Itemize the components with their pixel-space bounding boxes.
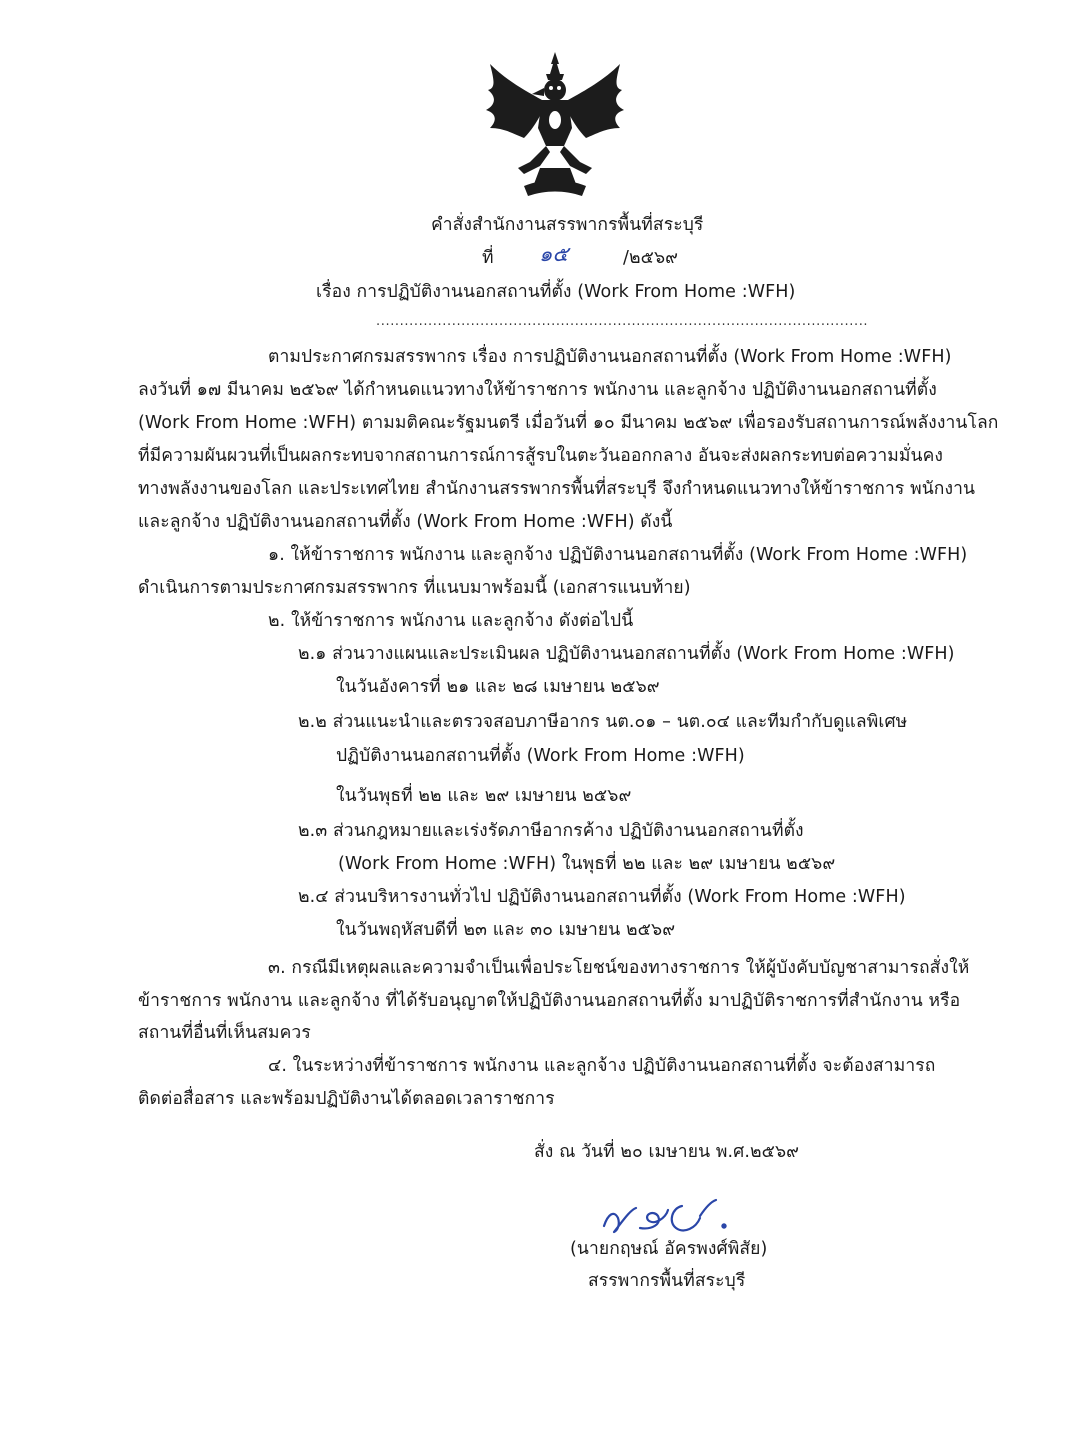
body-line: ดำเนินการตามประกาศกรมสรรพากร ที่แนบมาพร้อมนี้ (เอกสารแนบท้าย) bbox=[138, 578, 691, 598]
body-line: ๒.๔ ส่วนบริหารงานทั่วไป ปฏิบัติงานนอกสถานที่ตั้ง (Work From Home :WFH) bbox=[298, 887, 906, 907]
body-line: ข้าราชการ พนักงาน และลูกจ้าง ที่ได้รับอนุญาตให้ปฏิบัติงานนอกสถานที่ตั้ง มาปฏิบัติราชการที่สำนักงาน หรือ bbox=[138, 991, 961, 1011]
subject-separator: ........................................................................................................ bbox=[376, 314, 869, 329]
body-line: ๓. กรณีมีเหตุผลและความจำเป็นเพื่อประโยชน์ของทางราชการ ให้ผู้บังคับบัญชาสามารถสั่งให้ bbox=[268, 958, 970, 978]
order-number-year: /๒๕๖๙ bbox=[623, 248, 679, 268]
body-line: ในวันอังคารที่ ๒๑ และ ๒๘ เมษายน ๒๕๖๙ bbox=[336, 677, 660, 697]
order-date: สั่ง ณ วันที่ ๒๐ เมษายน พ.ศ.๒๕๖๙ bbox=[534, 1142, 800, 1162]
signer-title: สรรพากรพื้นที่สระบุรี bbox=[588, 1271, 746, 1291]
order-number-label: ที่ bbox=[482, 248, 494, 268]
body-line: ลงวันที่ ๑๗ มีนาคม ๒๕๖๙ ได้กำหนดแนวทางให้ข้าราชการ พนักงาน และลูกจ้าง ปฏิบัติงานนอกสถานที่ตั้ง bbox=[138, 380, 937, 400]
body-line: (Work From Home :WFH) ในพุธที่ ๒๒ และ ๒๙ เมษายน ๒๕๖๙ bbox=[338, 854, 836, 874]
body-line: ๒.๓ ส่วนกฎหมายและเร่งรัดภาษีอากรค้าง ปฏิบัติงานนอกสถานที่ตั้ง bbox=[298, 821, 804, 841]
body-line: ๑. ให้ข้าราชการ พนักงาน และลูกจ้าง ปฏิบัติงานนอกสถานที่ตั้ง (Work From Home :WFH) bbox=[268, 545, 968, 565]
body-line: ติดต่อสื่อสาร และพร้อมปฏิบัติงานได้ตลอดเวลาราชการ bbox=[138, 1089, 555, 1109]
body-line: ในวันพุธที่ ๒๒ และ ๒๙ เมษายน ๒๕๖๙ bbox=[336, 786, 632, 806]
body-line: และลูกจ้าง ปฏิบัติงานนอกสถานที่ตั้ง (Work From Home :WFH) ดังนี้ bbox=[138, 512, 673, 532]
body-line: ๒.๒ ส่วนแนะนำและตรวจสอบภาษีอากร นต.๐๑ – นต.๐๔ และทีมกำกับดูแลพิเศษ bbox=[298, 712, 908, 732]
body-line: สถานที่อื่นที่เห็นสมควร bbox=[138, 1023, 311, 1043]
body-line: ปฏิบัติงานนอกสถานที่ตั้ง (Work From Home :WFH) bbox=[336, 746, 745, 766]
garuda-emblem-icon bbox=[484, 50, 626, 200]
body-line: ๔. ในระหว่างที่ข้าราชการ พนักงาน และลูกจ้าง ปฏิบัติงานนอกสถานที่ตั้ง จะต้องสามารถ bbox=[268, 1056, 936, 1076]
body-line: (Work From Home :WFH) ตามมติคณะรัฐมนตรี เมื่อวันที่ ๑๐ มีนาคม ๒๕๖๙ เพื่อรองรับสถานการณ์พลังงานโลก bbox=[138, 413, 999, 433]
body-line: ที่มีความผันผวนที่เป็นผลกระทบจากสถานการณ์การสู้รบในตะวันออกกลาง อันจะส่งผลกระทบต่อความมั่นคง bbox=[138, 446, 944, 466]
order-subject: เรื่อง การปฏิบัติงานนอกสถานที่ตั้ง (Work From Home :WFH) bbox=[316, 282, 796, 302]
order-number-value: ๑๕ bbox=[539, 242, 569, 266]
body-line: ตามประกาศกรมสรรพากร เรื่อง การปฏิบัติงานนอกสถานที่ตั้ง (Work From Home :WFH) bbox=[268, 347, 952, 367]
handwritten-signature-icon bbox=[596, 1188, 736, 1240]
body-line: ในวันพฤหัสบดีที่ ๒๓ และ ๓๐ เมษายน ๒๕๖๙ bbox=[336, 920, 676, 940]
order-title: คำสั่งสำนักงานสรรพากรพื้นที่สระบุรี bbox=[431, 215, 704, 235]
signer-name: (นายกฤษณ์ อัครพงศ์พิสัย) bbox=[570, 1239, 768, 1259]
body-line: ทางพลังงานของโลก และประเทศไทย สำนักงานสรรพากรพื้นที่สระบุรี จึงกำหนดแนวทางให้ข้าราชการ พนักงาน bbox=[138, 479, 976, 499]
body-line: ๒. ให้ข้าราชการ พนักงาน และลูกจ้าง ดังต่อไปนี้ bbox=[268, 611, 634, 631]
body-line: ๒.๑ ส่วนวางแผนและประเมินผล ปฏิบัติงานนอกสถานที่ตั้ง (Work From Home :WFH) bbox=[298, 644, 955, 664]
